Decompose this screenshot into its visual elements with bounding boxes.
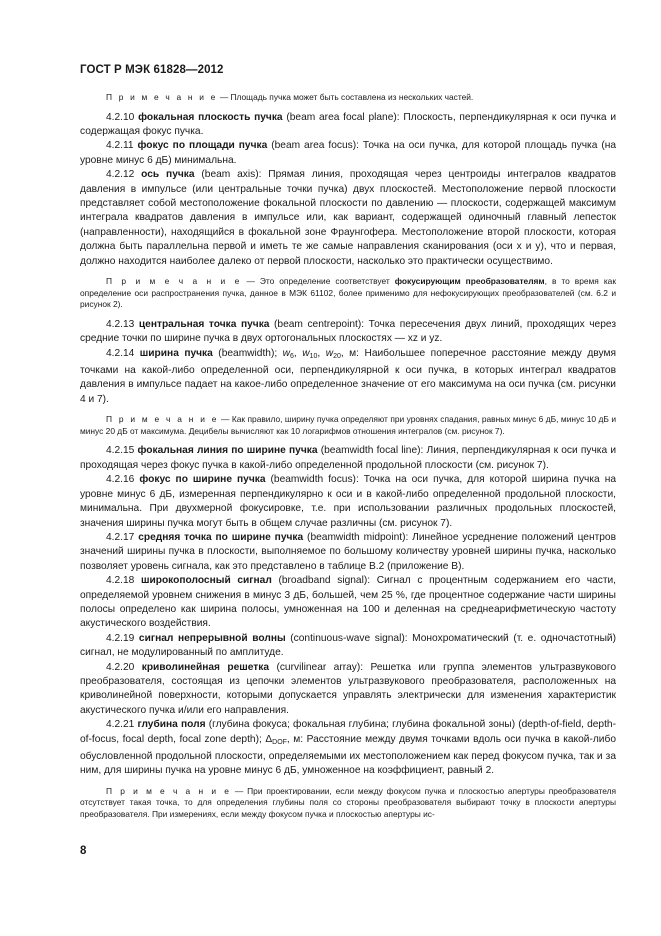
- term: центральная точка пучка: [138, 318, 270, 330]
- clause-number: 4.2.11: [106, 140, 138, 152]
- clause-number: 4.2.10: [106, 111, 139, 123]
- note-text: , в то время как определение оси распространения пучка, данное в МЭК 61102, более применимо для нефокусирующих преобразователей (см. 6.2 и рисунок 2).: [80, 276, 617, 310]
- term: сигнал непрерывной волны: [138, 632, 286, 644]
- definition-text: (continuous-wave signal): Монохроматический (т. е. одночастотный) сигнал, не модулированный по амплитуде.: [80, 632, 616, 659]
- symbol-w: w: [325, 347, 334, 359]
- note-text: — Это определение соответствует: [241, 276, 395, 287]
- definition-text: (beam centrepoint): Точка пересечения двух линий, проходящих через средние точки по ширине пучка в двух ортогональных плоскостях — xz и yz.: [80, 318, 617, 345]
- note-bold-term: фокусирующим преобразователям: [394, 276, 545, 287]
- term: криволинейная решетка: [141, 661, 270, 673]
- definition-4-2-13: [80, 318, 616, 347]
- definition-4-2-15: [80, 444, 616, 473]
- definition-text: (broadband signal): Сигнал с процентным содержанием его части, определяемой уровнем снижения в минус 3 дБ, большей, чем 25 %, где процентное содержание части ширины полосы определено как ширина полосы, умноженная на 100 и деленная на среднеарифметическую частоту акустического воздействия.: [80, 575, 617, 630]
- symbol-delta: Δ: [265, 733, 273, 745]
- clause-number: 4.2.13: [106, 318, 139, 330]
- subscript: 10: [309, 352, 318, 360]
- definition-text: (beam axis): Прямая линия, проходящая через центроиды интегралов квадратов давления в импульсе (или центральные точки пучка) двух плоскостей. Местоположение первой плоскости представляет собой местоположение фокальной плоскости по давлению — плоскости, содержащей максимум интеграла квадратов давления в импульсе или, как вариант, содержащей одиночный главный лепесток (направленности), находящийся в фокальной зоне Фраунгофера. Местоположение второй плоскости, которая должна быть параллельна первой и иметь те же самые направления сканирования (оси x и y), что и первая, должно находится наиболее далеко от первой плоскости, насколько это практически осуществимо.: [80, 169, 616, 267]
- definition-4-2-18: [80, 574, 616, 632]
- subscript: DOF: [272, 738, 287, 746]
- term: ширина пучка: [139, 347, 213, 359]
- definition-text: (beamwidth focus): Точка на оси пучка, для которой ширина пучка на уровне минус 6 дБ, измеренная перпендикулярно к оси и в какой-либо определенной продольной плоскости, минимальна. При двухмерной фокусировке, т.е. при использовании различных продольных плоскостей, значения ширины пучка могут быть в общем случае различны (см. рисунок 7).: [80, 474, 617, 529]
- note-beam-area: [80, 92, 616, 104]
- definition-text: (глубина фокуса; фокальная глубина; глубина фокальной зоны) (depth-of-field, depth-of-focus, focal depth, focal zone depth);: [80, 719, 616, 745]
- definition-4-2-14: 4.2.14 ширина пучка (beamwidth); $w_6$, $w_{10}$, $w_{20}$, м: Наибольшее поперечное расстояние между двумя точками на какой-либо определенной оси, перпендикулярной к оси пучка, в которых интеграл квадратов давления в импульсе падает на какое-либо определенное значение от его максимума на оси пучка (см. рисунки 4 и 7).: [80, 347, 616, 405]
- note-text: — Как правило, ширину пучка определяют при уровнях спадания, равных минус 6 дБ, минус 10 дБ и минус 20 дБ от максимума. Децибелы вычисляют как 10 логарифмов отношения интегралов (см. рисунок 7).: [80, 414, 616, 436]
- definition-text: (beamwidth midpoint): Линейное усреднение положений центров значений ширины пучка в плоскости, выполняемое по большому количеству уровней ширины пучка, насколько позволяет уровень сигнала, как это представлено в таблице В.2 (приложение В).: [80, 531, 616, 572]
- term: фокус по ширине пучка: [139, 474, 266, 486]
- definition-text: , м: Расстояние между двумя точками вдоль оси пучка в какой-либо обусловленной продольной плоскости, определяемыми их местоположением как перед фокусом пучка, так и за ним, для ширины пучка на уровне минус 6 дБ, умноженное на коэффициент, равный 2.: [80, 733, 616, 777]
- symbol-w: w: [302, 347, 310, 359]
- note-beam-axis: [80, 276, 616, 311]
- definition-4-2-16: [80, 473, 616, 531]
- subscript: 6: [290, 352, 294, 360]
- clause-number: 4.2.12: [106, 169, 142, 181]
- definition-4-2-12: [80, 168, 616, 269]
- term: глубина поля: [137, 719, 206, 731]
- clause-number: 4.2.20: [106, 661, 142, 673]
- clause-number: 4.2.15: [106, 445, 138, 457]
- definition-4-2-19: [80, 632, 616, 661]
- note-text: — Площадь пучка может быть составлена из нескольких частей.: [217, 92, 474, 102]
- term: фокус по площади пучка: [137, 140, 268, 152]
- definition-text: (beamwidth);: [212, 347, 283, 359]
- clause-number: 4.2.17: [106, 531, 139, 543]
- definition-text: (beam area focal plane): Плоскость, перпендикулярная к оси пучка и содержащая фокус пучка.: [80, 111, 617, 137]
- note-lead: П р и м е ч а н и е: [106, 92, 218, 102]
- definition-text: (curvilinear array): Решетка или группа элементов ультразвукового преобразователя, состоящая из цепочки элементов ультразвукового преобразователя, расположенных на криволинейной поверхности, которыми допускается управлять электрически для изменения характеристик акустического пучка и/или его направления.: [80, 661, 616, 716]
- clause-number: 4.2.19: [106, 632, 139, 644]
- definition-4-2-21: [80, 718, 616, 779]
- definition-text: (beam area focus): Точка на оси пучка, для которой площадь пучка (на уровне минус 6 дБ) минимальна.: [80, 140, 617, 166]
- definition-text: (beamwidth focal line): Линия, перпендикулярная к оси пучка и проходящая через фокус пучка в какой-либо определенной продольной плоскости (см. рисунок 7).: [80, 445, 617, 471]
- term: ось пучка: [141, 169, 195, 181]
- term: фокальная плоскость пучка: [138, 111, 283, 123]
- definition-text: , м: Наибольшее поперечное расстояние между двумя точками на какой-либо определенной оси, перпендикулярной к оси пучка, в которых интеграл квадратов давления в импульсе падает на какое-либо определенное значение от его максимума на оси пучка (см. рисунки 4 и 7).: [80, 347, 616, 405]
- definition-4-2-20: [80, 661, 616, 719]
- note-lead: П р и м е ч а н и е: [106, 785, 232, 796]
- definition-4-2-17: [80, 531, 616, 574]
- definition-4-2-10: [80, 111, 616, 140]
- note-text: — При проектировании, если между фокусом пучка и плоскостью апертуры преобразователя отсутствует такая точка, то для определения глубины поля со стороны преобразователя выбирают точку в плоскости апертуры преобразователя. При измерениях, если между фокусом пучка и плоскостью апертуры ис-: [80, 785, 616, 819]
- note-lead: П р и м е ч а н и е: [106, 414, 219, 425]
- page-number: 8: [80, 845, 87, 857]
- document-header: ГОСТ Р МЭК 61828—2012: [80, 64, 224, 76]
- clause-number: 4.2.21: [106, 719, 138, 731]
- note-beamwidth: [80, 414, 616, 437]
- note-depth-of-field: [80, 786, 616, 821]
- subscript: 20: [333, 352, 341, 360]
- clause-number: 4.2.14: [106, 347, 140, 359]
- note-lead: П р и м е ч а н и е: [106, 276, 242, 287]
- document-body: [80, 92, 616, 821]
- term: средняя точка по ширине пучка: [138, 531, 304, 543]
- definition-4-2-11: [80, 139, 616, 168]
- term: широкополосный сигнал: [140, 575, 272, 587]
- symbol-w: w: [282, 347, 291, 359]
- term: фокальная линия по ширине пучка: [137, 445, 318, 457]
- clause-number: 4.2.16: [106, 474, 140, 486]
- clause-number: 4.2.18: [106, 575, 141, 587]
